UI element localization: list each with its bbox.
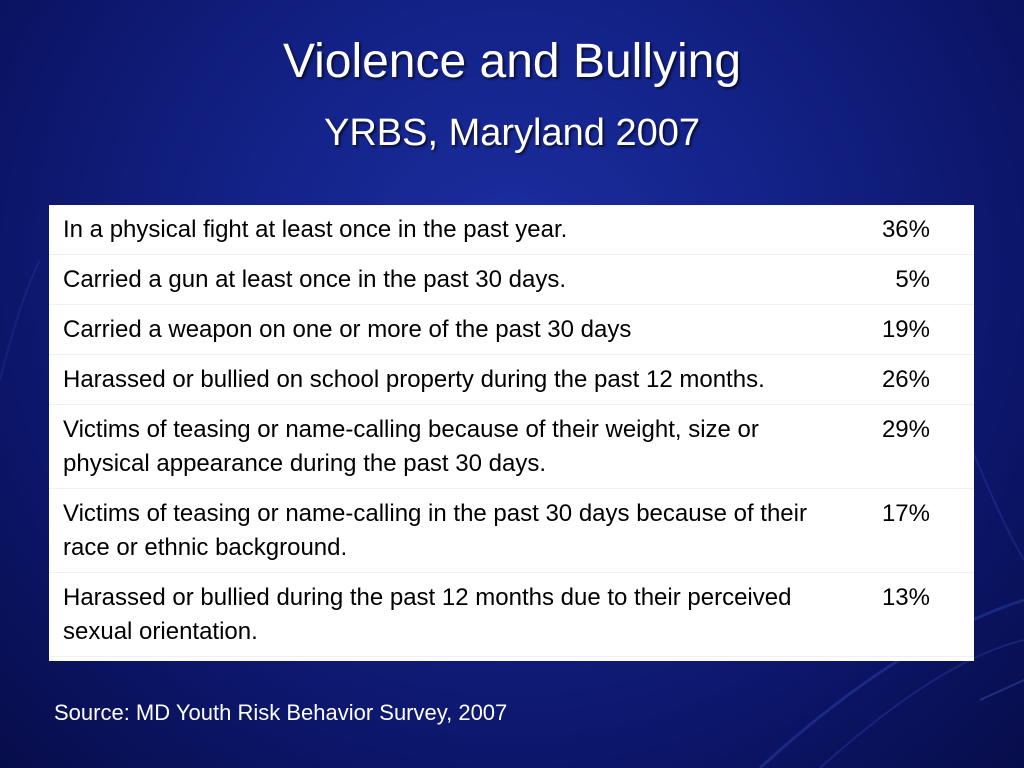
source-note: Source: MD Youth Risk Behavior Survey, 2007: [54, 700, 508, 725]
row-label: Carried a gun at least once in the past 30 days.: [49, 255, 851, 305]
table-row: [49, 205, 974, 255]
row-value: 36%: [851, 205, 974, 255]
row-value: 17%: [851, 489, 974, 573]
table-row: [49, 305, 974, 355]
table-row: [49, 405, 974, 489]
row-value: 29%: [851, 405, 974, 489]
row-label: Victims of teasing or name-calling in the past 30 days because of their race or ethnic background.: [49, 489, 851, 573]
row-value: 26%: [851, 355, 974, 405]
row-label: Carried a weapon on one or more of the past 30 days: [49, 305, 851, 355]
table-row: [49, 573, 974, 657]
row-label: Harassed or bullied during the past 12 months due to their perceived sexual orientation.: [49, 573, 851, 657]
statistics-table-grid: [49, 205, 974, 657]
row-value: 19%: [851, 305, 974, 355]
slide-title: Violence and Bullying: [282, 35, 742, 88]
row-label: In a physical fight at least once in the past year.: [49, 205, 851, 255]
table-row: [49, 355, 974, 405]
row-value: 13%: [851, 573, 974, 657]
row-label: Harassed or bullied on school property during the past 12 months.: [49, 355, 851, 405]
table-row: [49, 489, 974, 573]
statistics-table: [49, 205, 974, 661]
row-value: 5%: [851, 255, 974, 305]
row-label: Victims of teasing or name-calling because of their weight, size or physical appearance during the past 30 days.: [49, 405, 851, 489]
slide-subtitle: YRBS, Maryland 2007: [324, 112, 700, 154]
table-row: [49, 255, 974, 305]
